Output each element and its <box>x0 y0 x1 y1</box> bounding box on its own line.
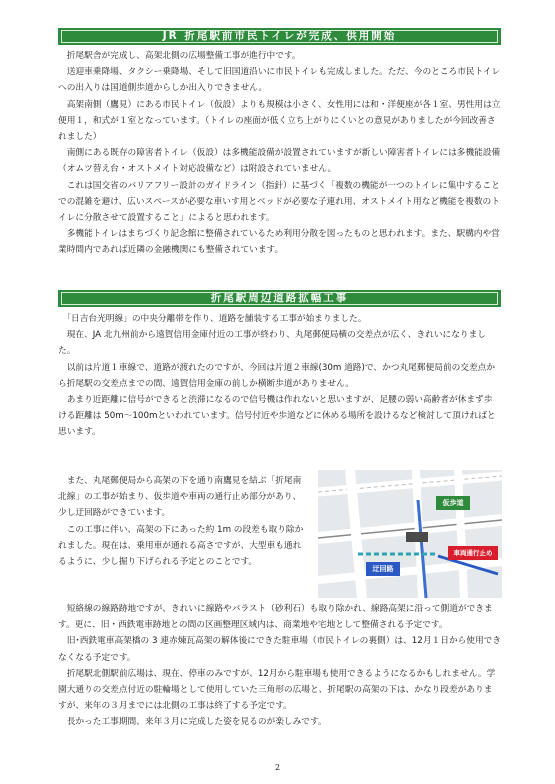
section-body-wrap <box>58 473 308 570</box>
paragraph: この工事に伴い、高架の下にあった約 1m の段差も取り除かれました。現在は、乗用車が通れる高さですが、大型車も通れるように、少し掘り下げられる予定とのことです。 <box>58 524 304 568</box>
road-map-graphic <box>318 470 502 598</box>
section-body-road <box>58 311 501 441</box>
paragraph: 以前は片道１車線で、道路が渡れたのですが、今回は片道２車線(30m 道路)で、かつ丸尾郵便局前の交差点から折尾駅の交差点までの間、遠賀信用金庫の前しか横断歩道がありません。 <box>58 362 496 389</box>
paragraph: あまり近距離に信号ができると渋滞になるので信号機は作れないと思いますが、足腰の弱い高齢者が休まず歩ける距離は 50m～100mといわれています。信号付近や歩道などに休める場所を設けるなど検討して頂ければと思います。 <box>58 395 496 438</box>
section-title: JR 折尾駅前市民トイレが完成、供用開始 <box>162 30 397 42</box>
paragraph: 南側にある既存の障害者トイレ（仮設）は多機能設備が設置されていますが新しい障害者トイレには多機能設備（オムツ替え台・オストメイト対応設備など）は附設されていません。 <box>58 148 501 175</box>
paragraph: 折尾駅北側駅前広場は、現在、停車のみですが、12月から駐車場も使用できるようになるかもしれません。学園大通りの交差点付近の駐輪場として使用していた三角形の広場と、折尾駅の高架の下は、かなり段差がありますが、来年の３月までには北側の工事は終了する予定です。 <box>58 668 496 712</box>
paragraph: 短絡線の線路跡地ですが、きれいに線路やバラスト（砂利石）も取り除かれ、線路高架に沿って側道ができます。更に、旧・西鉄電車跡地との間の区画整理区域内は、商業地や宅地として整備される予定です。 <box>58 604 493 631</box>
paragraph: 多機能トイレはまちづくり記念館に整備されているため利用分散を図ったものと思われます。また、駅構内や営業時間内であれば近隣の金融機関にも整備されています。 <box>58 229 500 256</box>
road-map-photo <box>318 470 502 598</box>
section-header-road <box>58 290 501 307</box>
paragraph: 長かった工事期間、来年３月に完成した姿を見るのが楽しみです。 <box>58 717 327 728</box>
section-body-road-bottom <box>58 601 501 731</box>
section-header-toilet <box>58 28 501 45</box>
paragraph: 現在、JA 北九州前から遠賀信用金庫付近の工事が終わり、丸尾郵便局横の交差点が広く、きれいになりました。 <box>58 330 486 357</box>
paragraph: また、丸尾郵便局から高架の下を通り南鷹見を結ぶ「折尾南北線」の工事が始まり、仮歩道や車両の通行止め部分があり、少し迂回路ができています。 <box>58 476 302 519</box>
map-label-sidewalk: 仮歩道 <box>442 499 464 507</box>
section-body-toilet <box>58 48 501 259</box>
paragraph: 「日吉台光明線」の中央分離帯を作り、道路を舗装する工事が始まりました。 <box>58 314 367 324</box>
map-label-detour: 迂回路 <box>372 565 394 573</box>
paragraph: 旧･西鉄電車高架橋の 3 連赤煉瓦高架の解体後にできた駐車場（市民トイレの裏側）は、12月１日から使用できなくなる予定です。 <box>58 636 502 663</box>
paragraph: これは国交省のバリアフリー設計のガイドライン（指針）に基づく「複数の機能が一つのトイレに集中することでの混雑を避け、広いスペースが必要な車いす用とベッドが必要な子連れ用、オストメイト用など機能を複数のトイレに分散させて設置すること」によると思われます。 <box>58 180 500 224</box>
paragraph: 折尾駅舎が完成し、高架北側の広場整備工事が進行中です。 <box>58 51 301 61</box>
paragraph: 送迎車乗降場、タクシー乗降場、そして旧国道沿いに市民トイレも完成しました。ただ、今のところ市民トイレへの出入りは国道側歩道からしか出入りできません。 <box>58 67 501 94</box>
section-title: 折尾駅周辺道路拡幅工事 <box>210 292 349 304</box>
page-number: 2 <box>274 763 281 772</box>
paragraph: 高架南側（鷹見）にある市民トイレ（仮設）よりも規模は小さく、女性用には和・洋便座が各１室、男性用は立便用１，和式が１室となっています。（トイレの座面が低く立ち上がりにくいとの意見がありましたが今回改善されました） <box>58 99 501 143</box>
map-label-closed: 車両通行止め <box>453 549 493 557</box>
